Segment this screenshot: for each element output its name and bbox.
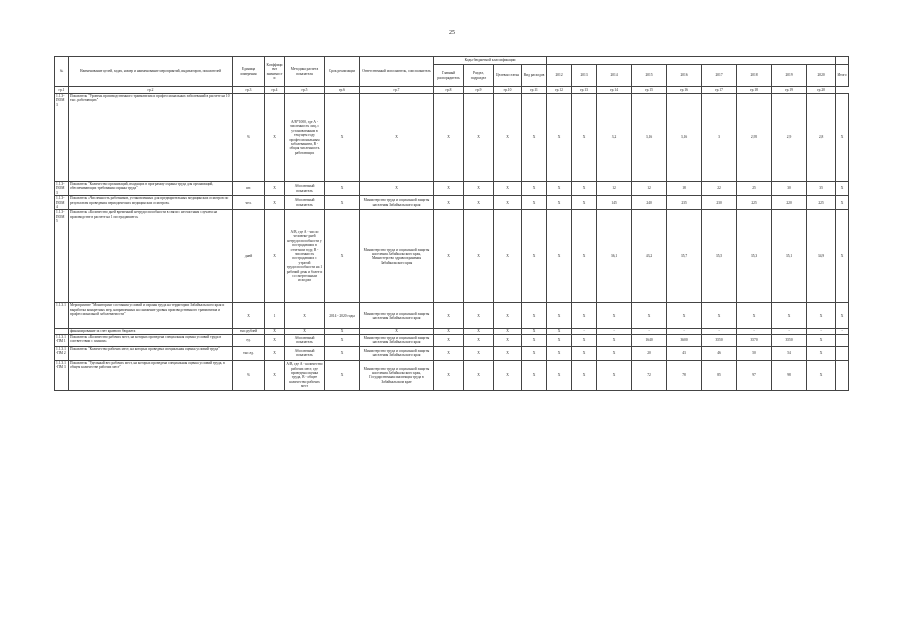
row-unit: шт. bbox=[233, 182, 265, 196]
row-method: X bbox=[285, 303, 325, 329]
row-responsible: Министерство труда и социальной защиты населения Забайкальского края bbox=[360, 346, 434, 360]
row-coef: 1 bbox=[265, 303, 285, 329]
row-code: X bbox=[522, 346, 547, 360]
row-value: X bbox=[597, 346, 632, 360]
column-number-cell: гр.13 bbox=[572, 87, 597, 94]
row-value: 35,1 bbox=[772, 210, 807, 303]
header-name: Наименование целей, задач, номер и наименование мероприятий, индикаторов, показателей bbox=[69, 57, 233, 87]
row-value: X bbox=[547, 329, 572, 334]
row-unit: % bbox=[233, 360, 265, 390]
row-value: X bbox=[807, 334, 836, 346]
row-value: 72 bbox=[632, 360, 667, 390]
row-code: X bbox=[494, 210, 522, 303]
row-number: 1.1.3.1-ПМ 2 bbox=[55, 346, 69, 360]
column-number-cell: гр.2 bbox=[69, 87, 233, 94]
row-method: Абсолютный показатель bbox=[285, 196, 325, 210]
row-responsible: X bbox=[360, 182, 434, 196]
column-number-cell: гр.5 bbox=[285, 87, 325, 94]
row-value: X bbox=[572, 94, 597, 182]
row-code: X bbox=[494, 182, 522, 196]
row-code: X bbox=[464, 94, 494, 182]
header-num: № bbox=[55, 57, 69, 87]
row-value: X bbox=[807, 360, 836, 390]
column-number-cell: гр.10 bbox=[494, 87, 522, 94]
column-number-cell: гр.12 bbox=[547, 87, 572, 94]
row-value: 50 bbox=[737, 346, 772, 360]
row-value: 3600 bbox=[667, 334, 702, 346]
header-year: 2013 bbox=[572, 65, 597, 87]
row-unit: тыс.ед. bbox=[233, 346, 265, 360]
row-name: финансирование за счет краевого бюджета bbox=[69, 329, 233, 334]
row-value: 2,95 bbox=[737, 94, 772, 182]
row-method: X bbox=[285, 329, 325, 334]
row-unit: тыс.рублей bbox=[233, 329, 265, 334]
row-value: 22 bbox=[702, 182, 737, 196]
column-number-row bbox=[55, 87, 849, 94]
row-value: - bbox=[572, 329, 597, 334]
row-method: Абсолютный показатель bbox=[285, 182, 325, 196]
header-coef: Коэффициент значимости bbox=[265, 57, 285, 87]
row-code: X bbox=[434, 346, 464, 360]
header-year: 2018 bbox=[737, 65, 772, 87]
row-code: X bbox=[464, 329, 494, 334]
table-row bbox=[55, 196, 849, 210]
row-period: 2014 - 2020 годы bbox=[325, 303, 360, 329]
row-value: 3,16 bbox=[632, 94, 667, 182]
row-code: X bbox=[522, 303, 547, 329]
row-value: 145 bbox=[597, 196, 632, 210]
column-number-cell: гр.11 bbox=[522, 87, 547, 94]
table-row bbox=[55, 210, 849, 303]
header-year: 2020 bbox=[807, 65, 836, 87]
row-number: 1.1.3.1-ПМ 3 bbox=[55, 360, 69, 390]
row-period: X bbox=[325, 210, 360, 303]
row-code: X bbox=[494, 346, 522, 360]
row-name: Показатель «Количество рабочих мест, на которых проведена специальная оценка условий труда в соответствии с планом» bbox=[69, 334, 233, 346]
row-value: 3550 bbox=[702, 334, 737, 346]
row-code: X bbox=[522, 329, 547, 334]
column-number-cell: гр.17 bbox=[702, 87, 737, 94]
row-value: X bbox=[547, 182, 572, 196]
row-code: X bbox=[494, 334, 522, 346]
row-number: 1.1.3-ПОМ 5 bbox=[55, 210, 69, 303]
table-row bbox=[55, 182, 849, 196]
row-period: X bbox=[325, 346, 360, 360]
row-value: 85 bbox=[702, 360, 737, 390]
row-value: 3570 bbox=[737, 334, 772, 346]
row-responsible: Министерство труда и социальной защиты населения Забайкальского края, Министерство здравоохранения Забайкальского края bbox=[360, 210, 434, 303]
row-value: 230 bbox=[702, 196, 737, 210]
header-funding-group: Коды бюджетной классификации bbox=[434, 57, 547, 65]
row-unit: % bbox=[233, 94, 265, 182]
row-period: X bbox=[325, 329, 360, 334]
row-value: X bbox=[836, 303, 849, 329]
row-value: 25 bbox=[737, 182, 772, 196]
header-total: Итого bbox=[836, 65, 849, 87]
row-coef: X bbox=[265, 346, 285, 360]
row-value: 36,1 bbox=[597, 210, 632, 303]
row-value: 34,9 bbox=[807, 210, 836, 303]
row-value: X bbox=[836, 182, 849, 196]
row-code: X bbox=[522, 182, 547, 196]
column-number-cell: гр.18 bbox=[737, 87, 772, 94]
row-number: 1.1.3-ПОМ 4 bbox=[55, 196, 69, 210]
row-period: X bbox=[325, 182, 360, 196]
row-value: X bbox=[836, 210, 849, 303]
row-value: 46 bbox=[702, 346, 737, 360]
column-number-cell: гр.14 bbox=[597, 87, 632, 94]
row-code: X bbox=[434, 196, 464, 210]
row-period: X bbox=[325, 360, 360, 390]
column-number-cell: гр.9 bbox=[464, 87, 494, 94]
row-responsible: Министерство труда и социальной защиты населения Забайкальского края bbox=[360, 303, 434, 329]
row-coef: X bbox=[265, 334, 285, 346]
row-method: А/В, где А - количество рабочих мест, где проведена оценка труда, В - общее количество рабочих мест bbox=[285, 360, 325, 390]
row-value: X bbox=[547, 360, 572, 390]
row-value: X bbox=[572, 196, 597, 210]
row-value: X bbox=[547, 196, 572, 210]
row-method: А/В*1000, где А - численность лиц, с установленным в текущем году профессиональным заболеванием, В - общая численность работающих bbox=[285, 94, 325, 182]
row-code: X bbox=[464, 210, 494, 303]
row-period: X bbox=[325, 196, 360, 210]
row-number: 1.1.3-ПОМ 3 bbox=[55, 182, 69, 196]
row-code: X bbox=[494, 329, 522, 334]
row-period: X bbox=[325, 334, 360, 346]
row-method: А/В, где А - число человеко-дней нетрудоспособности у пострадавших в отчетном году, В - численность пострадавших с утратой трудоспособности на 1 рабочий день и более и со смертельным исходом bbox=[285, 210, 325, 303]
row-name: Показатель "Количество рабочих мест, на которых проведена специальная оценка условий труда" bbox=[69, 346, 233, 360]
row-value: 3,16 bbox=[667, 94, 702, 182]
row-number: 1.1.3.1-ПМ 1 bbox=[55, 334, 69, 346]
row-method: Абсолютный показатель bbox=[285, 334, 325, 346]
column-number-cell: гр.19 bbox=[772, 87, 807, 94]
row-number: 1.1.3.1 bbox=[55, 303, 69, 329]
row-value: X bbox=[572, 210, 597, 303]
row-value: 97 bbox=[737, 360, 772, 390]
header-period: Срок реализации bbox=[325, 57, 360, 87]
row-method: Абсолютный показатель bbox=[285, 346, 325, 360]
header-exptype: Вид расходов bbox=[522, 65, 547, 87]
row-value: X bbox=[547, 303, 572, 329]
row-value: X bbox=[597, 334, 632, 346]
row-value: 35,3 bbox=[737, 210, 772, 303]
row-value: 43 bbox=[667, 346, 702, 360]
row-value: 225 bbox=[737, 196, 772, 210]
page-number: 25 bbox=[449, 30, 455, 36]
row-value: 98 bbox=[772, 360, 807, 390]
row-value: 78 bbox=[667, 360, 702, 390]
row-value: X bbox=[807, 303, 836, 329]
row-value: 1640 bbox=[632, 334, 667, 346]
row-name: Показатель «Численность работников, установленных для предварительных медицинских осмотров по результатам проведения периодических медицинских осмотров» bbox=[69, 196, 233, 210]
row-code: X bbox=[464, 334, 494, 346]
row-value: 35 bbox=[807, 182, 836, 196]
row-value: 35,7 bbox=[667, 210, 702, 303]
header-target: Целевая статья bbox=[494, 65, 522, 87]
row-value: X bbox=[836, 94, 849, 182]
row-responsible: Министерство труда и социальной защиты населения Забайкальского края bbox=[360, 334, 434, 346]
header-year: 2014 bbox=[597, 65, 632, 87]
row-responsible: X bbox=[360, 94, 434, 182]
row-code: X bbox=[522, 196, 547, 210]
row-unit: ед. bbox=[233, 334, 265, 346]
row-code: X bbox=[522, 360, 547, 390]
row-value: X bbox=[547, 334, 572, 346]
header-gr: Главный распорядитель bbox=[434, 65, 464, 87]
header-years-group bbox=[547, 57, 836, 65]
row-value bbox=[836, 360, 849, 390]
row-value: X bbox=[547, 346, 572, 360]
row-code: X bbox=[434, 334, 464, 346]
row-code: X bbox=[464, 196, 494, 210]
row-period: X bbox=[325, 94, 360, 182]
row-value: - bbox=[807, 329, 836, 334]
header-unit: Единица измерения bbox=[233, 57, 265, 87]
row-code: X bbox=[434, 182, 464, 196]
row-name: Показатель "Уровень производственного травматизма и профессиональных заболеваний в расчете на 10 тыс. работающих" bbox=[69, 94, 233, 182]
row-value: 3 bbox=[702, 94, 737, 182]
row-name: Показатель "Удельный вес рабочих мест, на которых проведена специальная оценка условий труда, в общем количестве рабочих мест" bbox=[69, 360, 233, 390]
table-row bbox=[55, 360, 849, 390]
row-value: 220 bbox=[772, 196, 807, 210]
table-row bbox=[55, 303, 849, 329]
row-unit: дней bbox=[233, 210, 265, 303]
column-number-cell: гр.1 bbox=[55, 87, 69, 94]
row-value: X bbox=[572, 303, 597, 329]
header-year: 2012 bbox=[547, 65, 572, 87]
row-value: 235 bbox=[667, 196, 702, 210]
row-coef: X bbox=[265, 196, 285, 210]
row-code: X bbox=[494, 303, 522, 329]
row-value: 30 bbox=[772, 182, 807, 196]
row-value: - bbox=[836, 329, 849, 334]
row-value: 54 bbox=[772, 346, 807, 360]
row-value: X bbox=[597, 303, 632, 329]
row-value: X bbox=[572, 346, 597, 360]
row-value: 3,2 bbox=[597, 94, 632, 182]
row-code: X bbox=[522, 334, 547, 346]
row-code: X bbox=[494, 360, 522, 390]
row-value: - bbox=[772, 329, 807, 334]
row-code: X bbox=[522, 210, 547, 303]
row-code: X bbox=[464, 346, 494, 360]
header-total-top bbox=[836, 57, 849, 65]
row-coef: X bbox=[265, 182, 285, 196]
row-value: X bbox=[632, 303, 667, 329]
row-code: X bbox=[434, 210, 464, 303]
row-unit: X bbox=[233, 303, 265, 329]
header-resp: Ответственный исполнитель, соисполнитель bbox=[360, 57, 434, 87]
row-value: 2,9 bbox=[772, 94, 807, 182]
row-name: Мероприятие "Мониторинг состояния условий и охраны труда на территории Забайкальского края и выработка конкретных мер, направленных на снижение уровня производственного травматизма и профессиональной заболеваемости" bbox=[69, 303, 233, 329]
row-responsible: Министерство труда и социальной защиты населения Забайкальского края, Государственная инспекция труда в Забайкальском крае bbox=[360, 360, 434, 390]
row-coef: X bbox=[265, 94, 285, 182]
row-name: Показатель «Количество дней временной нетрудоспособности в связи с несчастным случаем на производстве в расчете на 1 пострадавшего» bbox=[69, 210, 233, 303]
row-value: X bbox=[597, 360, 632, 390]
row-code: X bbox=[464, 360, 494, 390]
row-value: 43,2 bbox=[632, 210, 667, 303]
row-value: - bbox=[737, 329, 772, 334]
header-year: 2019 bbox=[772, 65, 807, 87]
header-year: 2016 bbox=[667, 65, 702, 87]
column-number-cell: гр.8 bbox=[434, 87, 464, 94]
row-code: X bbox=[494, 196, 522, 210]
header-section: Раздел, подраздел bbox=[464, 65, 494, 87]
row-value: 35,5 bbox=[702, 210, 737, 303]
column-number-cell: гр.7 bbox=[360, 87, 434, 94]
table-row bbox=[55, 334, 849, 346]
row-value: X bbox=[572, 182, 597, 196]
row-value: X bbox=[836, 196, 849, 210]
row-coef: X bbox=[265, 329, 285, 334]
row-responsible: X bbox=[360, 329, 434, 334]
row-value: X bbox=[737, 303, 772, 329]
row-code: X bbox=[434, 360, 464, 390]
row-value: - bbox=[632, 329, 667, 334]
row-value: 18 bbox=[667, 182, 702, 196]
row-name: Показатель "Количество организаций, входящих в программу охраны труда для организаций, обеспечивающих требования охраны труда" bbox=[69, 182, 233, 196]
row-number: 1.1.3-ПОМ 3 bbox=[55, 94, 69, 182]
row-value: X bbox=[572, 360, 597, 390]
row-code: X bbox=[494, 94, 522, 182]
row-value: X bbox=[547, 94, 572, 182]
row-value: - bbox=[702, 329, 737, 334]
header-method: Методика расчета показателя bbox=[285, 57, 325, 87]
column-number-cell: гр.20 bbox=[807, 87, 836, 94]
column-number-cell: гр.4 bbox=[265, 87, 285, 94]
row-value: 12 bbox=[597, 182, 632, 196]
row-value: 225 bbox=[807, 196, 836, 210]
header-year: 2015 bbox=[632, 65, 667, 87]
table-row bbox=[55, 94, 849, 182]
row-value bbox=[836, 334, 849, 346]
row-value bbox=[836, 346, 849, 360]
column-number-cell: гр.16 bbox=[667, 87, 702, 94]
table-body bbox=[55, 87, 849, 391]
row-value: X bbox=[772, 303, 807, 329]
table-row bbox=[55, 346, 849, 360]
row-unit: чел. bbox=[233, 196, 265, 210]
program-table bbox=[54, 56, 849, 391]
row-value: 2,8 bbox=[807, 94, 836, 182]
column-number-cell: гр.6 bbox=[325, 87, 360, 94]
row-coef: X bbox=[265, 210, 285, 303]
row-code: X bbox=[434, 94, 464, 182]
row-value: X bbox=[547, 210, 572, 303]
row-value: X bbox=[702, 303, 737, 329]
row-code: X bbox=[434, 329, 464, 334]
row-responsible: Министерство труда и социальной защиты населения Забайкальского края bbox=[360, 196, 434, 210]
row-value: X bbox=[667, 303, 702, 329]
column-number-cell: гр.3 bbox=[233, 87, 265, 94]
row-code: X bbox=[434, 303, 464, 329]
header-year: 2017 bbox=[702, 65, 737, 87]
row-value: 240 bbox=[632, 196, 667, 210]
row-value: X bbox=[807, 346, 836, 360]
row-value: - bbox=[597, 329, 632, 334]
column-number-cell: гр.15 bbox=[632, 87, 667, 94]
row-value: 12 bbox=[632, 182, 667, 196]
row-value: 3550 bbox=[772, 334, 807, 346]
row-code: X bbox=[464, 303, 494, 329]
row-value: X bbox=[572, 334, 597, 346]
row-code: X bbox=[522, 94, 547, 182]
row-value: 20 bbox=[632, 346, 667, 360]
row-code: X bbox=[464, 182, 494, 196]
row-value: - bbox=[667, 329, 702, 334]
row-coef: X bbox=[265, 360, 285, 390]
